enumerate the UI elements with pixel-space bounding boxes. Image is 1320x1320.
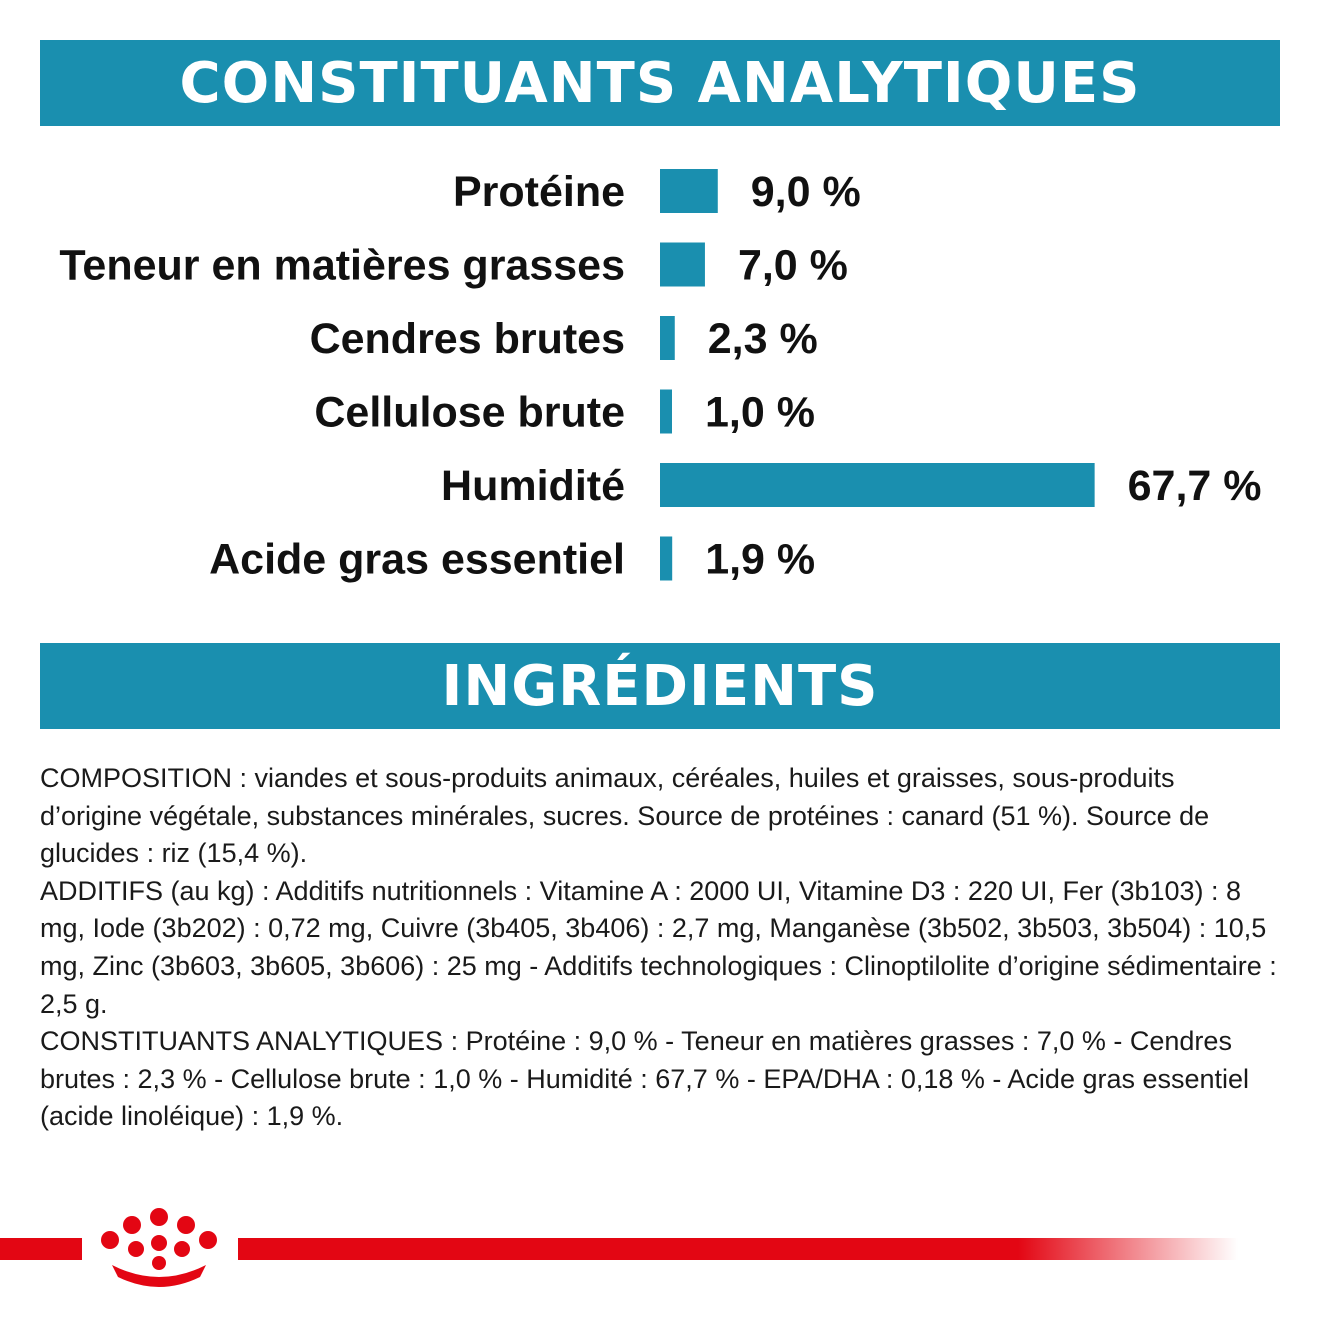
value-label: 7,0 % [737,241,848,290]
value-label: 9,0 % [750,168,861,216]
bar [660,316,675,360]
ingredients-banner-title: INGRÉDIENTS [441,653,879,719]
ingredients-text [40,760,1280,1136]
ingredients-banner [40,643,1280,729]
footer-line-right [238,1238,1238,1260]
analytics-paragraph: CONSTITUANTS ANALYTIQUES : Protéine : 9,0 % - Teneur en matières grasses : 7,0 % - Cendres brutes : 2,3 % - Cellulose brute : 1,0 % - Humidité : 67,7 % - EPA/DHA : 0,18 % - Acide gras essentiel (acide linoléique) : 1,9 %. [40,1026,1250,1132]
bar [660,537,672,581]
value-label: 1,0 % [705,388,815,437]
value-label: 2,3 % [707,315,818,363]
row-label: Teneur en matières grasses [59,241,625,290]
analytics-banner-title: CONSTITUANTS ANALYTIQUES [179,50,1141,116]
bar [660,390,672,434]
bar [660,169,718,213]
footer-brand-bar [0,1205,1320,1295]
row-label: Acide gras essentiel [209,535,625,584]
footer-line-left [0,1238,82,1260]
value-label: 67,7 % [1127,462,1262,510]
row-label: Protéine [452,168,625,216]
bar [660,463,1095,507]
row-label: Cendres brutes [309,315,625,363]
crown-logo-icon [101,1208,217,1287]
composition-paragraph: COMPOSITION : viandes et sous-produits animaux, céréales, huiles et graisses, sous-produits d’origine végétale, substances minérales, sucres. Source de protéines : canard (51 %). Source de glucides : riz (15,4 %). [40,763,1210,869]
analytics-banner [40,40,1280,126]
bar [660,243,705,287]
row-label: Cellulose brute [314,388,625,437]
value-label: 1,9 % [705,535,816,584]
row-label: Humidité [441,462,625,510]
additives-paragraph: ADDITIFS (au kg) : Additifs nutritionnels : Vitamine A : 2000 UI, Vitamine D3 : 220 UI, Fer (3b103) : 8 mg, Iode (3b202) : 0,72 mg, Cuivre (3b405, 3b406) : 2,7 mg, Manganèse (3b502, 3b503, 3b504) : 10,5 mg, Zinc (3b603, 3b605, 3b606) : 25 mg - Additifs technologiques : Clinoptilolite d’origine sédimentaire : 2,5 g. [40,875,1277,1019]
analytics-bar-chart [0,150,1320,600]
